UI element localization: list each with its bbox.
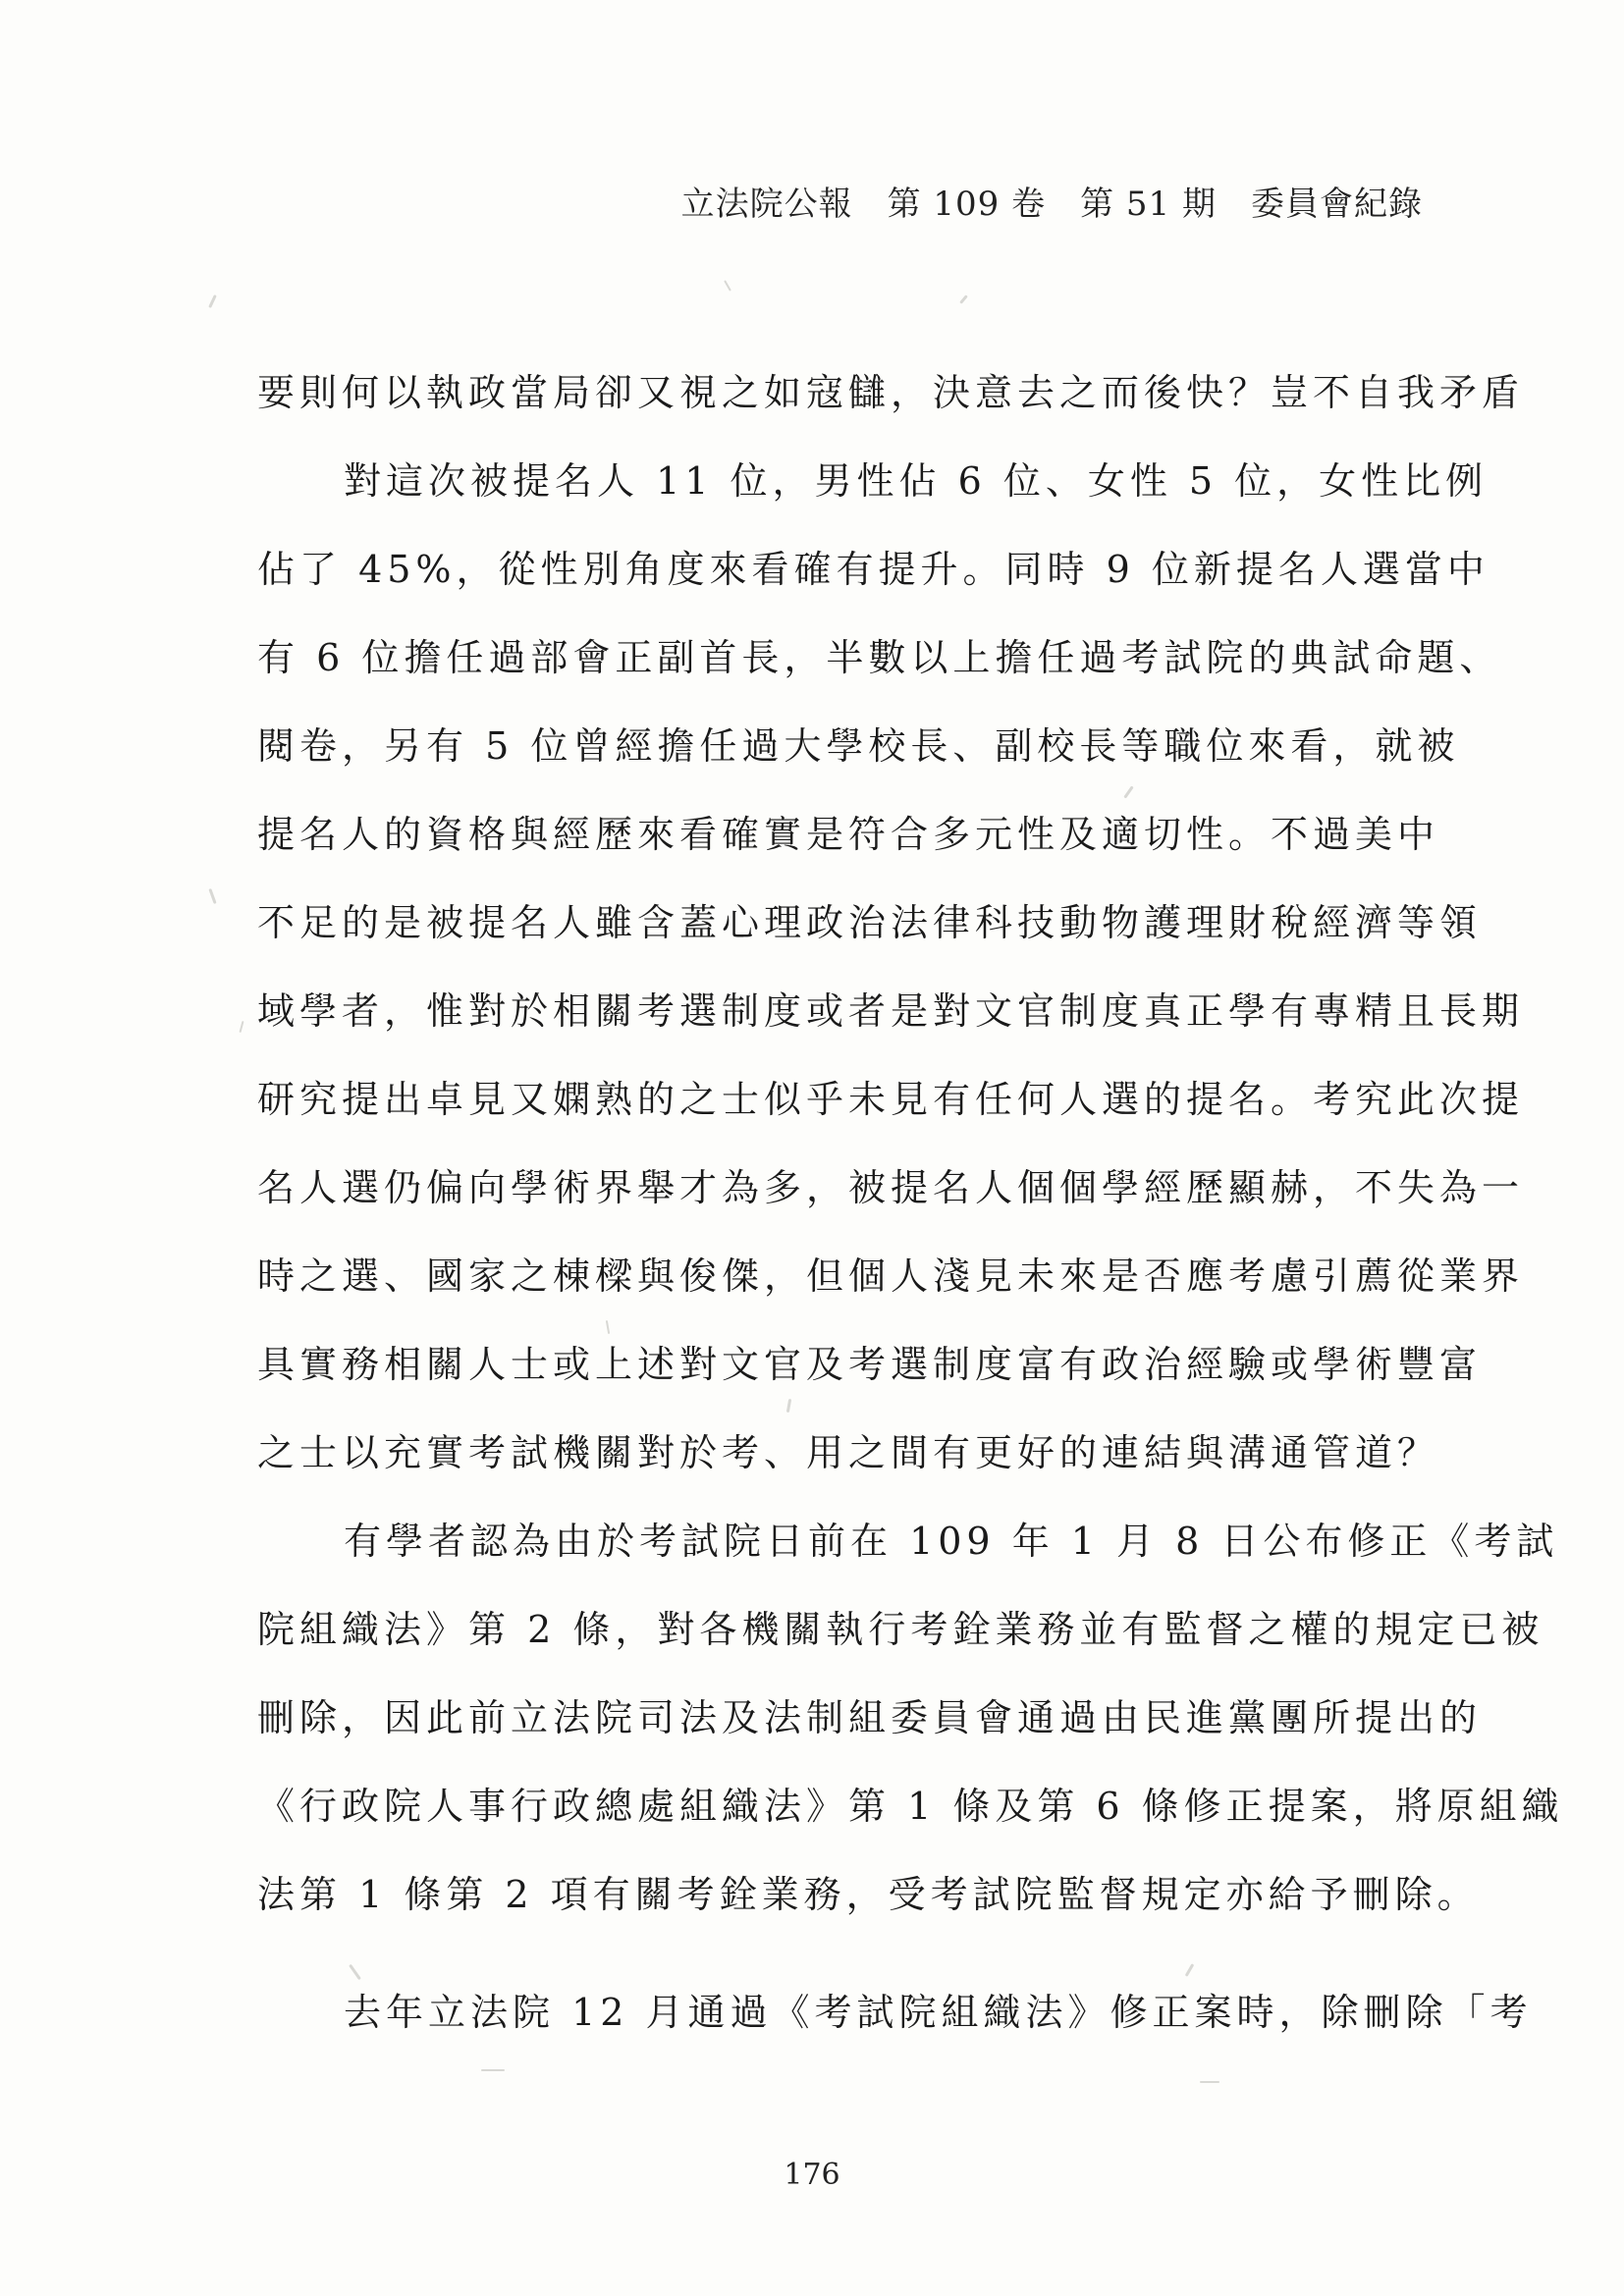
text-line: 提名人的資格與經歷來看確實是符合多元性及適切性。不過美中 [257, 813, 1440, 856]
text-line: 去年立法院 12 月通過《考試院組織法》修正案時，除刪除「考 [344, 1991, 1533, 2034]
scan-speck [208, 294, 217, 308]
text-line: 具實務相關人士或上述對文官及考選制度富有政治經驗或學術豐富 [257, 1343, 1483, 1386]
scan-speck [208, 888, 216, 904]
scan-speck [724, 280, 731, 291]
text-line: 對這次被提名人 11 位，男性佔 6 位、女性 5 位，女性比例 [344, 459, 1489, 503]
text-line: 有學者認為由於考試院日前在 109 年 1 月 8 日公布修正《考試 [344, 1520, 1559, 1563]
scan-speck [959, 294, 968, 304]
text-line: 院組織法》第 2 條，對各機關執行考銓業務並有監督之權的規定已被 [257, 1608, 1544, 1651]
scan-speck [239, 1021, 244, 1033]
running-header: 立法院公報 第 109 卷 第 51 期 委員會紀錄 [680, 185, 1423, 224]
text-line: 研究提出卓見又嫻熟的之士似乎未見有任何人選的提名。考究此次提 [257, 1078, 1525, 1121]
text-line: 要則何以執政當局卻又視之如寇讎，決意去之而後快？豈不自我矛盾 [257, 371, 1525, 414]
text-line: 不足的是被提名人雖含蓋心理政治法律科技動物護理財稅經濟等領 [257, 901, 1483, 944]
scan-speck [481, 2069, 505, 2071]
page-number: 176 [784, 2158, 840, 2192]
text-line: 域學者，惟對於相關考選制度或者是對文官制度真正學有專精且長期 [257, 989, 1525, 1033]
body-text [257, 348, 1564, 2056]
text-line: 時之選、國家之棟樑與俊傑，但個人淺見未來是否應考慮引薦從業界 [257, 1255, 1525, 1298]
text-line: 有 6 位擔任過部會正副首長，半數以上擔任過考試院的典試命題、 [257, 636, 1502, 679]
text-line: 之士以充實考試機關對於考、用之間有更好的連結與溝通管道？ [257, 1431, 1440, 1474]
text-line: 閱卷，另有 5 位曾經擔任過大學校長、副校長等職位來看，就被 [257, 724, 1460, 768]
text-line: 佔了 45%，從性別角度來看確有提升。同時 9 位新提名人選當中 [257, 548, 1489, 591]
text-line: 刪除，因此前立法院司法及法制組委員會通過由民進黨團所提出的 [257, 1696, 1483, 1739]
text-line: 法第 1 條第 2 項有關考銓業務，受考試院監督規定亦給予刪除。 [257, 1873, 1480, 1916]
scan-speck [1200, 2081, 1219, 2083]
text-line: 《行政院人事行政總處組織法》第 1 條及第 6 條修正提案，將原組織 [257, 1785, 1564, 1828]
text-line: 名人選仍偏向學術界舉才為多，被提名人個個學經歷顯赫，不失為一 [257, 1166, 1525, 1209]
